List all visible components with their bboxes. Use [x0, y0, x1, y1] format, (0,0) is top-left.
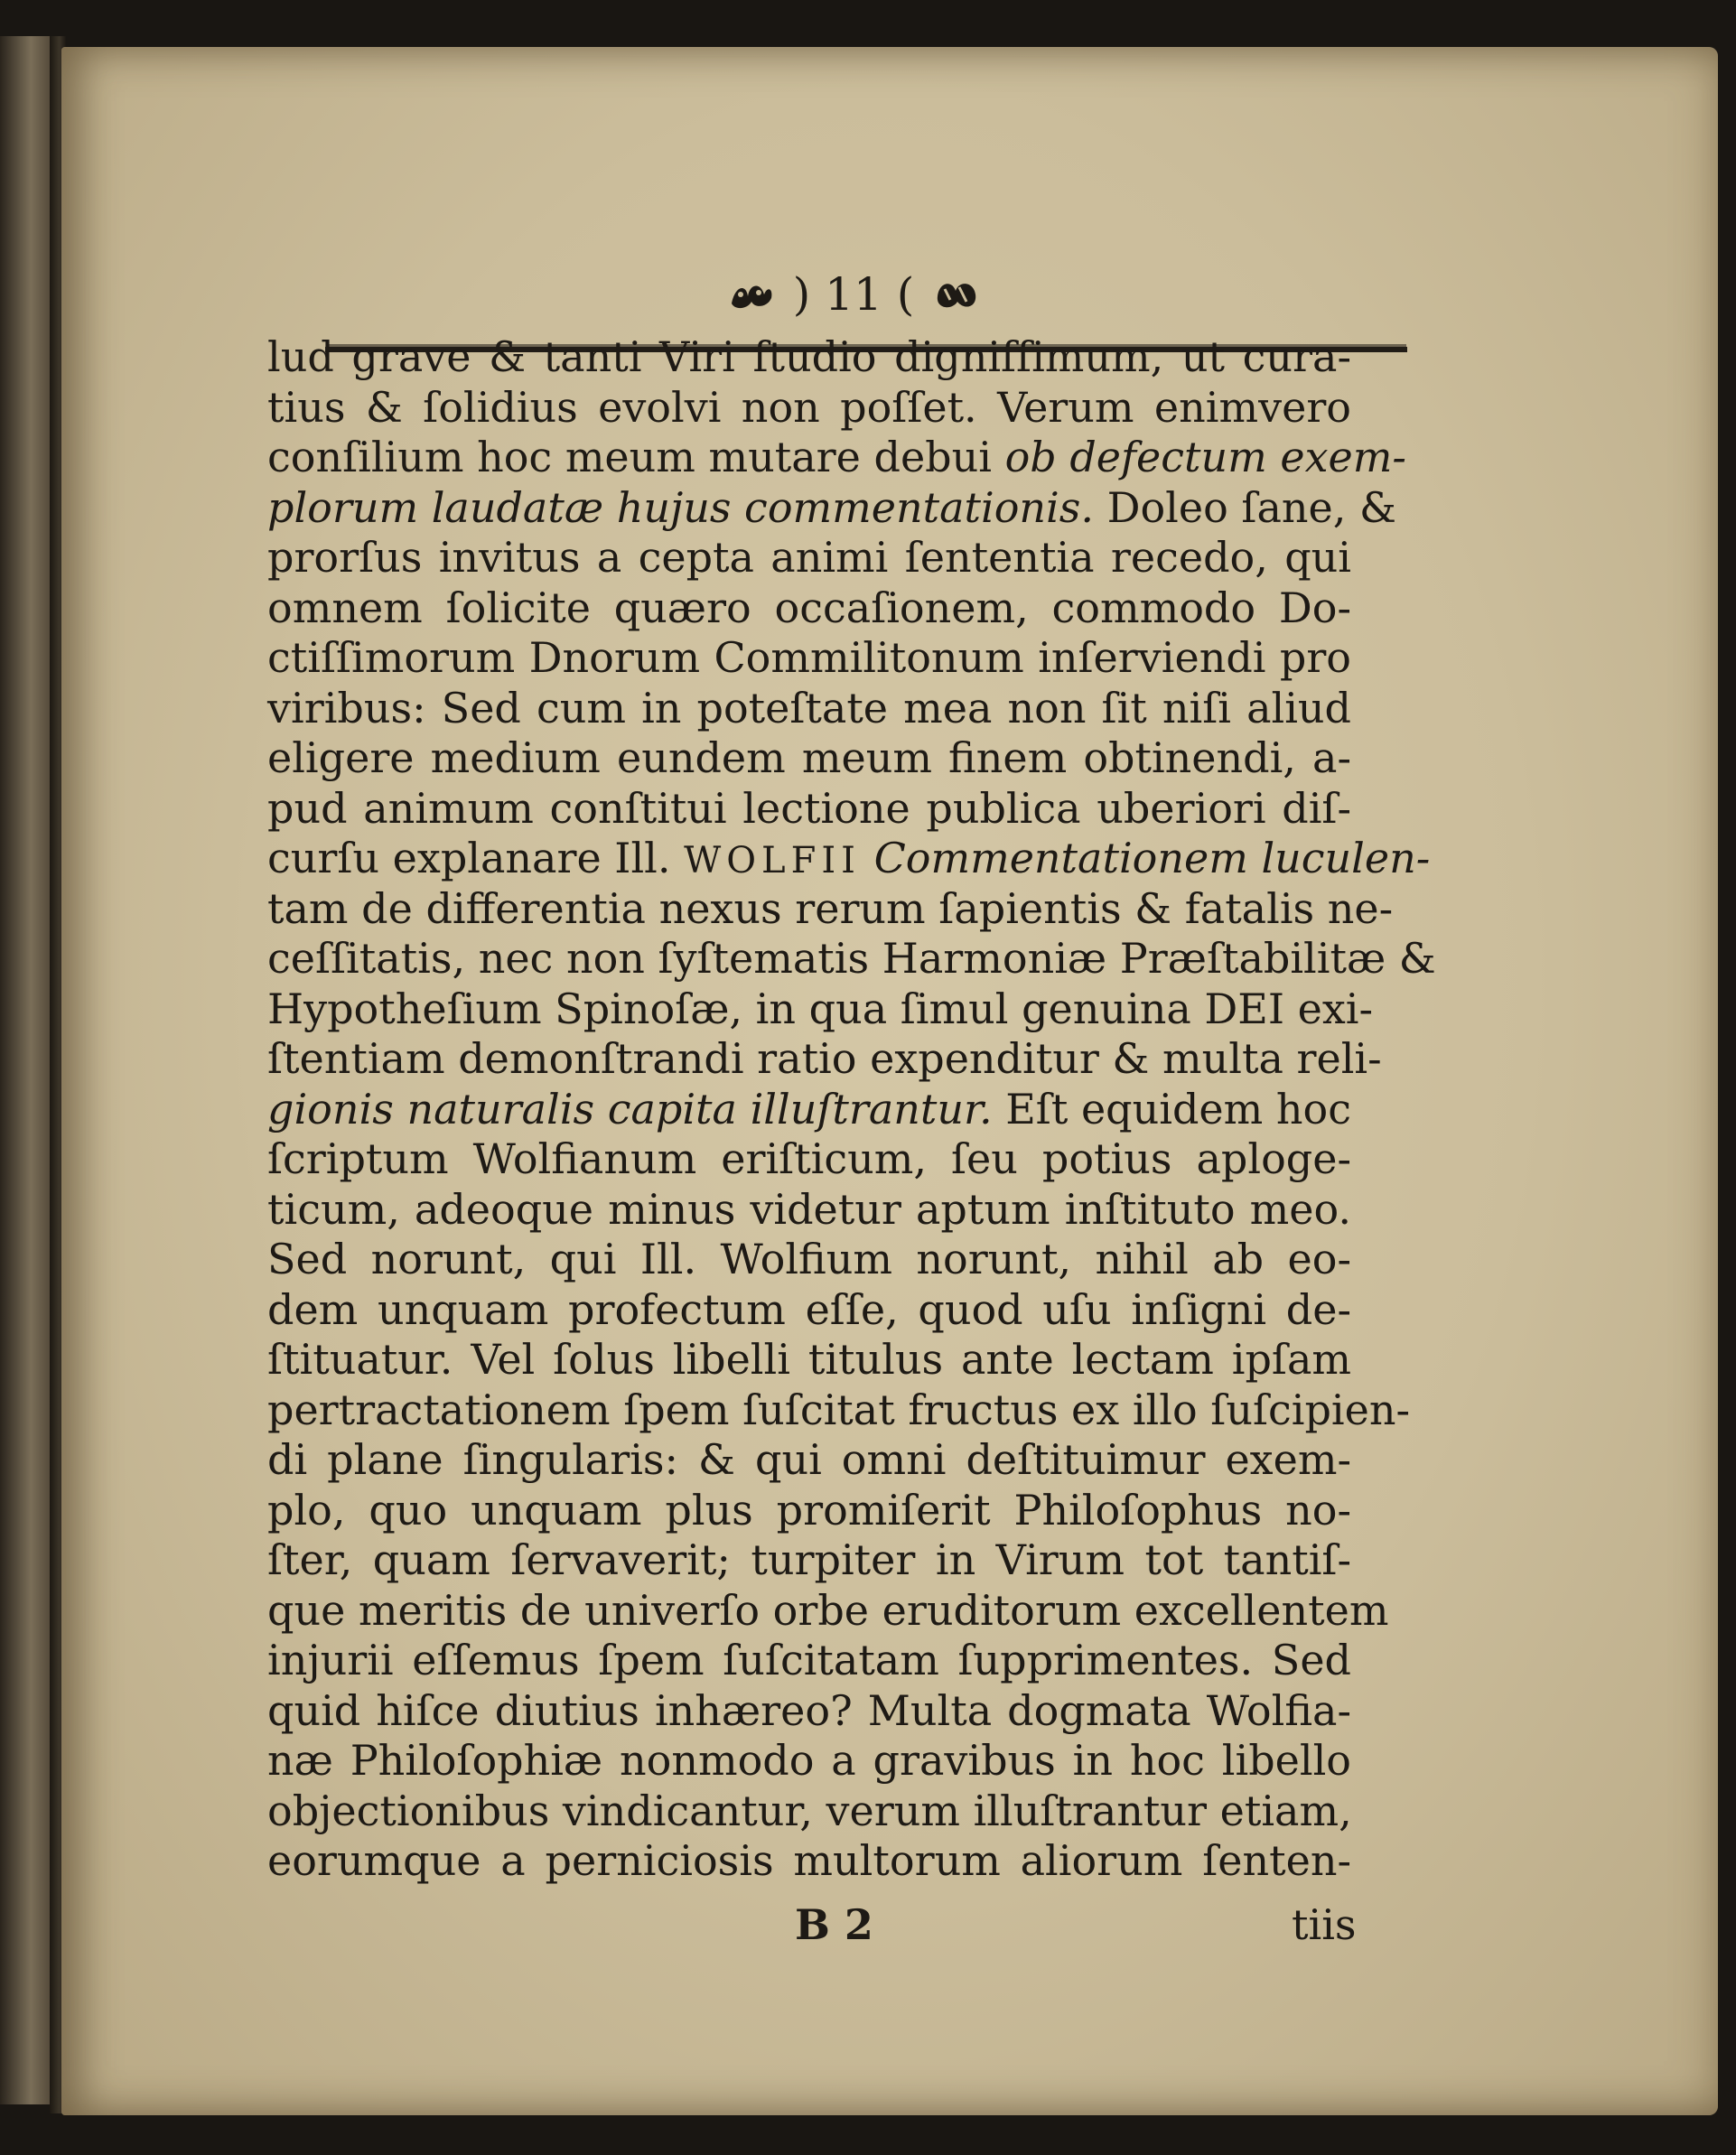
text-line: eorumque a perniciosis multorum aliorum ſenten-: [267, 1836, 1351, 1885]
text-line: næ Philoſophiæ nonmodo a gravibus in hoc libello: [267, 1736, 1351, 1785]
italic-text: ob defectum exem-: [1004, 433, 1406, 481]
text-line: plorum laudatæ hujus commentationis. Doleo ſane, &: [267, 482, 1396, 532]
text-line: conſilium hoc meum mutare debui ob defectum exem-: [267, 433, 1406, 481]
text-line: viribus: Sed cum in poteſtate mea non ſit niſi aliud: [267, 683, 1351, 732]
text-line: ticum, adeoque minus videtur aptum inſtituto meo.: [267, 1184, 1351, 1234]
catchword: tiis: [1292, 1900, 1357, 1949]
ornament-right-icon: [932, 276, 979, 313]
text-line: prorſus invitus a cepta animi ſententia recedo, qui: [267, 533, 1351, 582]
text-line: gionis naturalis capita illuſtrantur. Eſt equidem hoc: [267, 1084, 1351, 1133]
text-line: eligere medium eundem meum finem obtinendi, a-: [267, 733, 1351, 782]
text-line: pud animum conſtitui lectione publica uberiori diſ-: [267, 783, 1351, 833]
text-line: tius & ſolidius evolvi non poſſet. Verum enimvero: [267, 382, 1351, 432]
text-line: quid hiſce diutius inhæreo? Multa dogmata Wolfia-: [267, 1685, 1351, 1735]
text-line: ſcriptum Wolfianum eriſticum, ſeu potius aploge-: [267, 1134, 1351, 1183]
text-line: Sed norunt, qui Ill. Wolfium norunt, nihil ab eo-: [267, 1235, 1351, 1283]
text-line: lud grave & tanti Viri ſtudio digniſſimum, ut cura-: [267, 332, 1351, 381]
italic-text: gionis naturalis capita illuſtrantur.: [267, 1084, 993, 1133]
signature-mark: B 2: [795, 1900, 873, 1949]
text-line: Hypotheſium Spinoſæ, in qua ſimul genuina DEI exi-: [267, 984, 1374, 1033]
text-line: curſu explanare Ill. WOLFII Commentationem luculen-: [267, 834, 1431, 882]
italic-text: Commentationem luculen-: [873, 834, 1431, 882]
scan-background: [61, 2115, 1718, 2155]
facing-page-edge: [0, 36, 56, 2104]
text-line: que meritis de univerſo orbe eruditorum excellentem: [267, 1585, 1389, 1635]
ornament-left-icon: [728, 276, 775, 313]
text-line: ſtituatur. Vel ſolus libelli titulus ante lectam ipſam: [267, 1335, 1351, 1384]
text-line: ceſſitatis, nec non ſyſtematis Harmoniæ Præſtabilitæ &: [267, 934, 1436, 983]
text-line: tam de differentia nexus rerum ſapientis & fatalis ne-: [267, 883, 1394, 933]
text-line: omnem ſolicite quæro occaſionem, commodo Do-: [267, 583, 1351, 632]
text-line: dem unquam profectum eſſe, quod uſu inſigni de-: [267, 1284, 1351, 1334]
scan-background-edge: [1718, 0, 1736, 2155]
running-head: [332, 257, 1375, 332]
italic-text: plorum laudatæ hujus commentationis.: [267, 482, 1094, 532]
text-line: ſtentiam demonſtrandi ratio expenditur & multa reli-: [267, 1034, 1382, 1083]
text-line: di plane ſingularis: & qui omni deſtituimur exem-: [267, 1435, 1351, 1484]
body-text: [267, 332, 1436, 1887]
text-line: ſter, quam ſervaverit; turpiter in Virum tot tantiſ-: [267, 1535, 1351, 1584]
text-line: objectionibus vindicantur, verum illuſtrantur etiam,: [267, 1786, 1352, 1835]
text-line: plo, quo unquam plus promiſerit Philoſophus no-: [267, 1485, 1351, 1535]
text-line: pertractationem ſpem ſuſcitat fructus ex illo ſuſcipien-: [267, 1385, 1410, 1434]
text-line: ctiſſimorum Dnorum Commilitonum inſerviendi pro: [267, 633, 1351, 682]
text-line: injurii eſſemus ſpem ſuſcitatam ſupprimentes. Sed: [267, 1636, 1351, 1684]
page-marker: ) 11 (: [792, 268, 915, 321]
